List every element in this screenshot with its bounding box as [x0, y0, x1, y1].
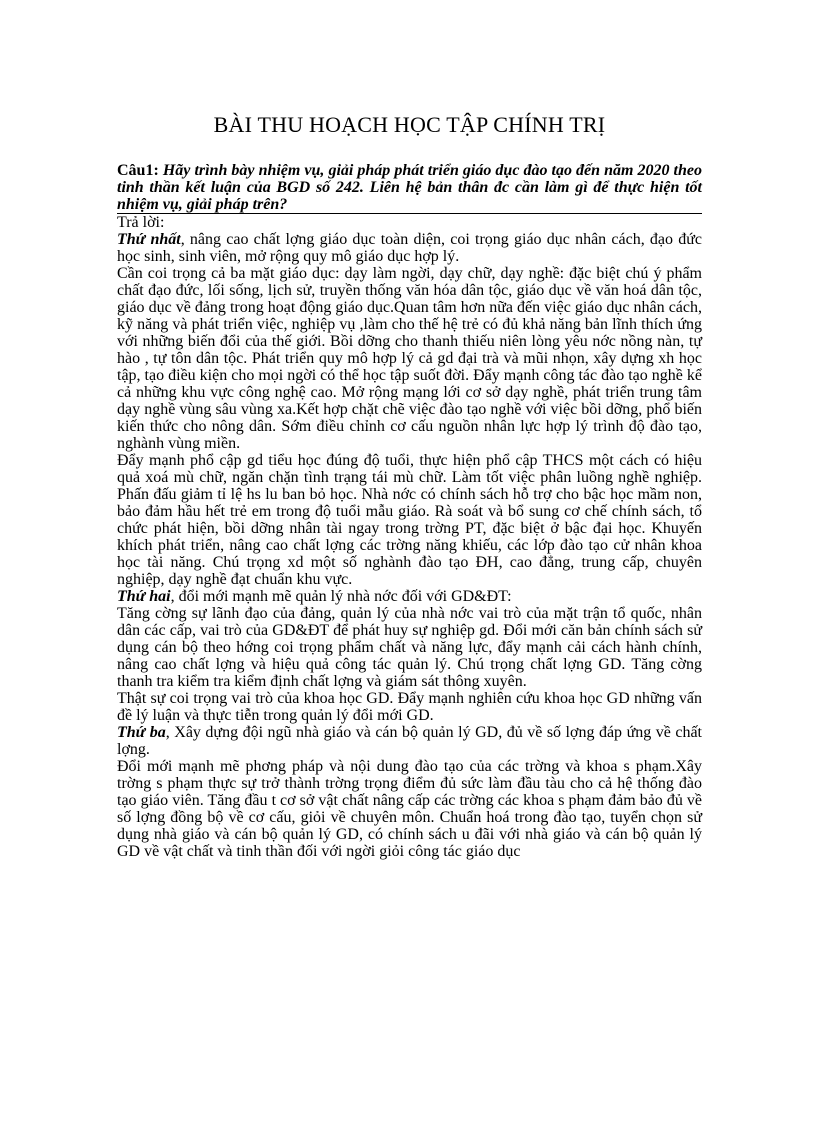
document-page [117, 0, 702, 860]
paragraph-text: Đẩy mạnh phổ cập gd tiểu học đúng độ tuổi, thực hiện phổ cập THCS một cách có hiệu quả xoá mù chữ, ngăn chặn tình trạng tái mù chữ. Làm tốt việc phân luồng nghề nghiệp. Phấn đấu giảm tỉ lệ hs lu ban bỏ học. Nhà nớc có chính sách hỗ trợ cho bậc học mầm non, bảo đảm hầu hết trẻ em trong độ tuổi mẫu giáo. Rà soát và bổ sung cơ chế chính sách, tổ chức phát hiện, bồi dỡng nhân tài ngay trong trờng PT, đặc biệt ở bậc đại học. Khuyến khích phát triển, nâng cao chất lợng các trờng năng khiếu, các lớp đào tạo cử nhân khoa học tài năng. Chú trọng xd một số nghành đào tạo ĐH, cao đẳng, trung cấp, chuyên nghiệp, dạy nghề đạt chuẩn khu vực. [117, 452, 702, 588]
question-label: Câu1: [117, 162, 159, 179]
question-text: Hãy trình bày nhiệm vụ, giải pháp phát triển giáo dục đào tạo đến năm 2020 theo tinh thần kết luận của BGD số 242. Liên hệ bản thân đc cần làm gì để thực hiện tốt nhiệm vụ, giải pháp trên? [117, 162, 702, 213]
paragraph-lead: Thứ ba [117, 724, 166, 741]
paragraph-text: Thật sự coi trọng vai trò của khoa học GD. Đẩy mạnh nghiên cứu khoa học GD những vấn đề lý luận và thực tiễn trong quản lý đổi mới GD. [117, 690, 702, 724]
paragraph-1 [117, 231, 702, 265]
question-block [117, 162, 702, 214]
paragraph-text: , nâng cao chất lợng giáo dục toàn diện, coi trọng giáo dục nhân cách, đạo đức học sinh, sinh viên, mở rộng quy mô giáo dục hợp lý. [117, 231, 702, 265]
paragraph-6 [117, 690, 702, 724]
paragraph-lead: Thứ nhất [117, 231, 181, 248]
paragraph-text: , đổi mới mạnh mẽ quản lý nhà nớc đối với GD&ĐT: [170, 588, 512, 605]
paragraph-4 [117, 588, 702, 605]
paragraph-text: Cần coi trọng cả ba mặt giáo dục: dạy làm ngời, dạy chữ, dạy nghề: đặc biệt chú ý phẩm chất đạo đức, lối sống, lịch sử, truyền thống văn hóa dân tộc, giáo dục về văn hoá dân tộc, giáo dục về đảng trong hoạt động giáo dục.Quan tâm hơn nữa đến việc giáo dục nhân cách, kỹ năng và phát triển việc, nghiệp vụ ,làm cho thế hệ trẻ có đủ khả năng bản lĩnh thích ứng với những biến đổi của thế giới. Bồi dỡng cho thanh thiếu niên lòng yêu nớc nồng nàn, tự hào , tự tôn dân tộc. Phát triển quy mô hợp lý cả gd đại trà và mũi nhọn, xây dựng xh học tập, tạo điều kiện cho mọi ngời có thể học tập suốt đời. Đẩy mạnh công tác đào tạo nghề kể cả những khu vực công nghệ cao. Mở rộng mạng lới cơ sở dạy nghề, phát triển trung tâm dạy nghề vùng sâu vùng xa.Kết hợp chặt chẽ việc đào tạo nghề với việc bồi dỡng, phổ biến kiến thức cho nông dân. Sớm điều chỉnh cơ cấu nguồn nhân lực hợp lý trình độ đào tạo, nghành vùng miền. [117, 265, 702, 452]
paragraph-text: Đổi mới mạnh mẽ phơng pháp và nội dung đào tạo của các trờng và khoa s phạm.Xây trờng s phạm thực sự trở thành trờng trọng điểm đủ sức làm đầu tàu cho cả hệ thống đào tạo giáo viên. Tăng đầu t cơ sở vật chất nâng cấp các trờng các khoa s phạm đảm bảo đủ về số lợng đồng bộ về cơ cấu, giỏi về chuyên môn. Chuẩn hoá trong đào tạo, tuyển chọn sử dụng nhà giáo và cán bộ quản lý GD, có chính sách u đãi với nhà giáo và cán bộ quản lý GD về vật chất và tinh thần đối với ngời giỏi công tác giáo dục [117, 758, 702, 860]
paragraph-8 [117, 758, 702, 860]
answer-body [117, 214, 702, 860]
paragraph-7 [117, 724, 702, 758]
paragraph-lead: Thứ hai [117, 588, 171, 605]
paragraph-3 [117, 452, 702, 588]
paragraph-2 [117, 265, 702, 452]
paragraph-5 [117, 605, 702, 690]
paragraph-text: Tăng cờng sự lãnh đạo của đảng, quản lý của nhà nớc vai trò của mặt trận tổ quốc, nhân dân các cấp, vai trò của GD&ĐT để phát huy sự nghiệp gd. Đổi mới căn bản chính sách sử dụng cán bộ theo hớng coi trọng phẩm chất và năng lực, đẩy mạnh cải cách hành chính, nâng cao chất lợng và hiệu quả công tác quản lý. Chú trọng chất lợng GD. Tăng cờng thanh tra kiểm tra kiểm định chất lợng và giám sát thông xuyên. [117, 605, 702, 690]
paragraph-text: , Xây dựng đội ngũ nhà giáo và cán bộ quản lý GD, đủ về số lợng đáp ứng về chất lợng. [117, 724, 702, 758]
answer-label: Trả lời: [117, 214, 165, 231]
document-title: BÀI THU HOẠCH HỌC TẬP CHÍNH TRỊ [213, 112, 606, 137]
